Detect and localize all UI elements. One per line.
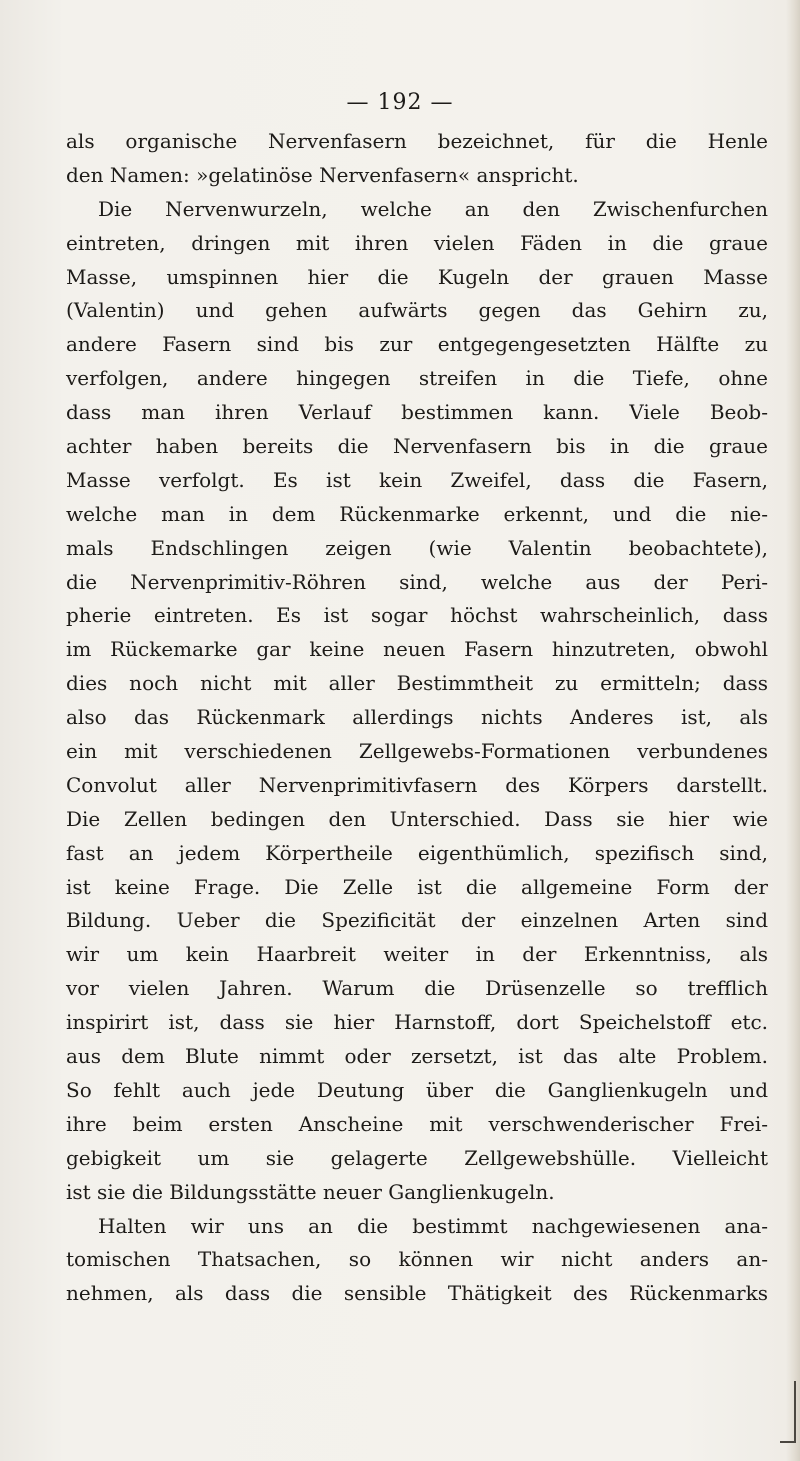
page-number: — 192 —: [346, 90, 454, 115]
text-line: vor vielen Jahren. Warum die Drüsenzelle so trefflich: [66, 976, 768, 1001]
text-line: Bildung. Ueber die Spezificität der einzelnen Arten sind: [66, 908, 768, 933]
text-line: welche man in dem Rückenmarke erkennt, und die nie-: [66, 501, 768, 526]
text-line: den Namen: »gelatinöse Nervenfasern« anspricht.: [66, 162, 579, 187]
text-line: die Nervenprimitiv-Röhren sind, welche aus der Peri-: [66, 569, 768, 594]
text-line: (Valentin) und gehen aufwärts gegen das Gehirn zu,: [66, 298, 768, 323]
text-line: fast an jedem Körpertheile eigenthümlich, spezifisch sind,: [66, 840, 768, 865]
text-line: pherie eintreten. Es ist sogar höchst wahrscheinlich, dass: [66, 603, 768, 628]
page-edge: [786, 0, 800, 1461]
text-line: also das Rückenmark allerdings nichts Anderes ist, als: [66, 705, 768, 730]
text-line: Halten wir uns an die bestimmt nachgewiesenen ana-: [98, 1213, 768, 1238]
text-line: Masse, umspinnen hier die Kugeln der grauen Masse: [66, 264, 768, 289]
text-line: eintreten, dringen mit ihren vielen Fäden in die graue: [66, 230, 768, 255]
text-line: verfolgen, andere hingegen streifen in die Tiefe, ohne: [66, 366, 768, 391]
text-line: aus dem Blute nimmt oder zersetzt, ist das alte Problem.: [66, 1044, 768, 1069]
text-line: ist sie die Bildungsstätte neuer Ganglienkugeln.: [66, 1179, 555, 1204]
text-line: mals Endschlingen zeigen (wie Valentin beobachtete),: [66, 535, 768, 560]
text-line: tomischen Thatsachen, so können wir nicht anders an-: [66, 1247, 768, 1272]
text-line: gebigkeit um sie gelagerte Zellgewebshülle. Vielleicht: [66, 1145, 768, 1170]
text-line: Die Nervenwurzeln, welche an den Zwischenfurchen: [98, 196, 768, 221]
text-line: inspirirt ist, dass sie hier Harnstoff, dort Speichelstoff etc.: [66, 1010, 768, 1035]
text-line: dies noch nicht mit aller Bestimmtheit zu ermitteln; dass: [66, 671, 768, 696]
text-line: achter haben bereits die Nervenfasern bis in die graue: [66, 434, 768, 459]
text-line: ein mit verschiedenen Zellgewebs-Formationen verbundenes: [66, 739, 768, 764]
text-line: ihre beim ersten Anscheine mit verschwenderischer Frei-: [66, 1111, 768, 1136]
text-line: Masse verfolgt. Es ist kein Zweifel, dass die Fasern,: [66, 467, 768, 492]
text-line: im Rückemarke gar keine neuen Fasern hinzutreten, obwohl: [66, 637, 768, 662]
text-line: als organische Nervenfasern bezeichnet, für die Henle: [66, 129, 768, 153]
text-line: nehmen, als dass die sensible Thätigkeit des Rückenmarks: [66, 1281, 768, 1306]
text-line: dass man ihren Verlauf bestimmen kann. Viele Beob-: [66, 400, 768, 425]
text-line: wir um kein Haarbreit weiter in der Erkenntniss, als: [66, 942, 768, 967]
body-text: [66, 125, 768, 1311]
text-line: Convolut aller Nervenprimitivfasern des Körpers darstellt.: [66, 772, 768, 797]
text-line: ist keine Frage. Die Zelle ist die allgemeine Form der: [66, 874, 768, 899]
text-line: Die Zellen bedingen den Unterschied. Dass sie hier wie: [66, 806, 768, 831]
text-line: andere Fasern sind bis zur entgegengesetzten Hälfte zu: [66, 332, 768, 357]
corner-mark: [780, 1381, 796, 1443]
text-line: So fehlt auch jede Deutung über die Ganglienkugeln und: [66, 1077, 768, 1102]
